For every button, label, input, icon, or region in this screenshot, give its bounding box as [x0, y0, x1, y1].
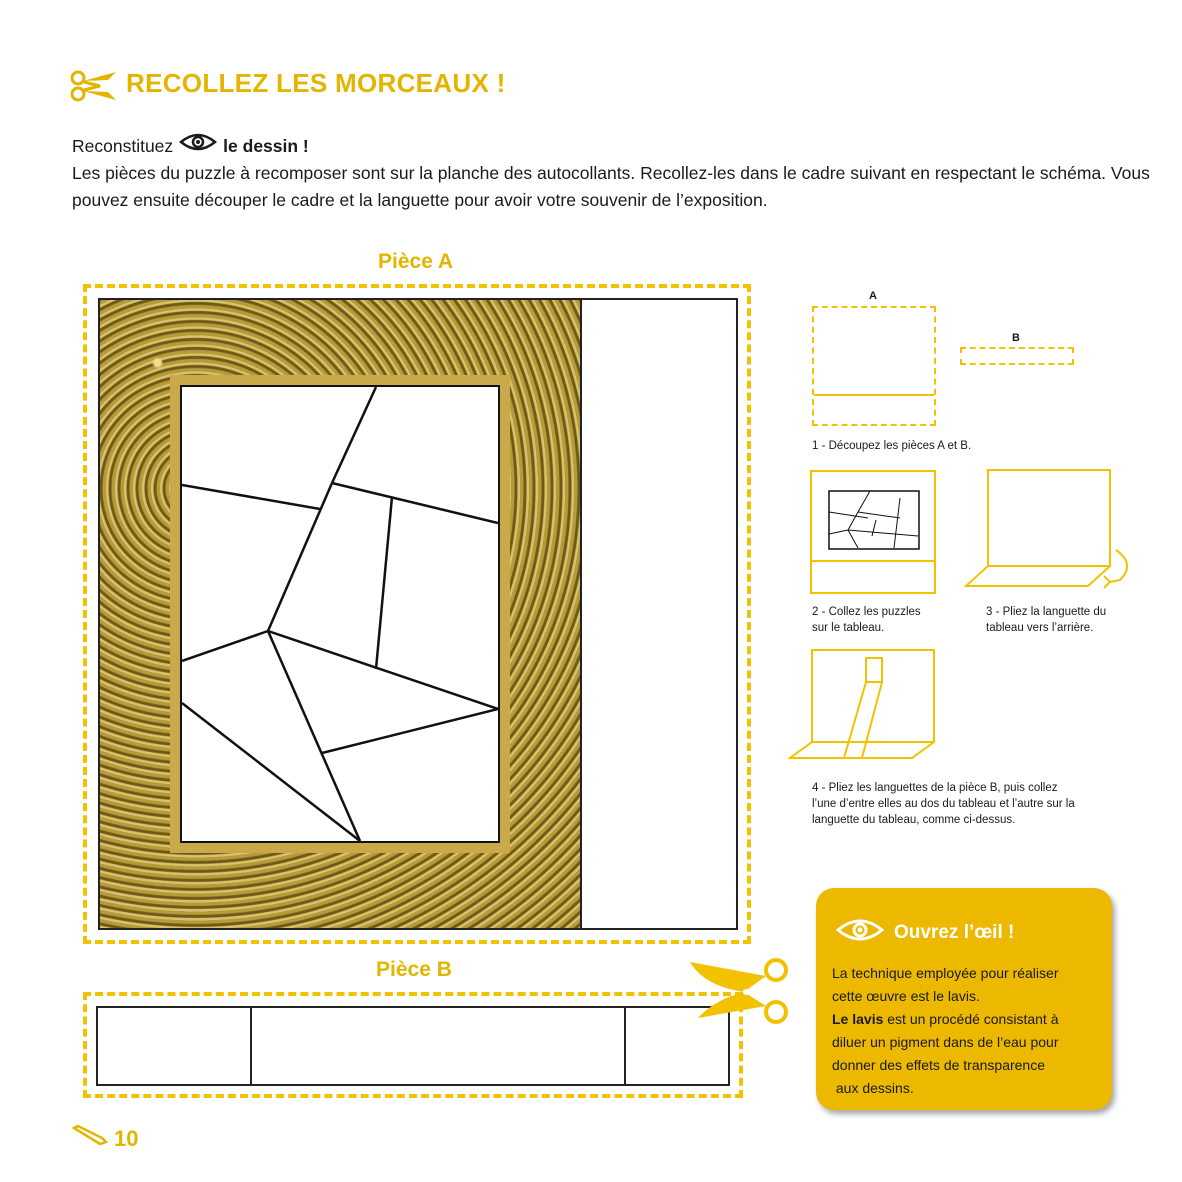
- eye-icon: [179, 132, 217, 160]
- intro-text: [72, 132, 1152, 214]
- step-4-line-1: 4 - Pliez les languettes de la pièce B, puis collez: [812, 782, 1058, 794]
- pencil-icon: [72, 1124, 108, 1154]
- piece-b-strip: [96, 1006, 730, 1086]
- info-bold-term: Le lavis: [832, 1011, 884, 1027]
- puzzle-lines: [182, 387, 498, 841]
- page-number-text: 10: [114, 1126, 139, 1151]
- diagram-piece-a: [812, 306, 936, 426]
- intro-bold: le dessin !: [223, 135, 309, 156]
- info-line-3-rest: est un procédé consistant à: [883, 1011, 1059, 1027]
- diagram-step-3: [964, 468, 1134, 597]
- step-4-line-2: l’une d’entre elles au dos du tableau et l’autre sur la: [812, 798, 1075, 810]
- info-card-body: [832, 962, 1100, 1100]
- diagram-step-4: [788, 648, 938, 769]
- info-line-4: diluer un pigment dans de l’eau pour: [832, 1034, 1059, 1050]
- intro-body: Les pièces du puzzle à recomposer sont sur la planche des autocollants. Recollez-les dans le cadre suivant en respectant le schéma. Vous pouvez ensuite découper le cadre et la languette pour avoir votre souvenir de l’exposition.: [72, 163, 1150, 210]
- info-title-text: Ouvrez l’œil !: [894, 922, 1015, 943]
- info-line-6: aux dessins.: [832, 1080, 914, 1096]
- info-card-title: [836, 918, 1014, 948]
- info-line-3: [832, 1008, 1100, 1031]
- scissors-icon: [684, 956, 796, 1033]
- step-3-line-1: 3 - Pliez la languette du: [986, 606, 1107, 618]
- diagram-b-label: B: [1012, 332, 1020, 344]
- page-title: RECOLLEZ LES MORCEAUX !: [126, 68, 506, 98]
- eye-icon: [836, 918, 884, 948]
- scissors-icon: [70, 70, 118, 107]
- page-number: [72, 1124, 138, 1154]
- step-3-line-2: tableau vers l’arrière.: [986, 622, 1094, 634]
- diagram-step-2: [810, 470, 936, 594]
- intro-prefix: Reconstituez: [72, 135, 174, 156]
- puzzle-canvas: [180, 385, 500, 843]
- piece-a-label: Pièce A: [378, 250, 454, 273]
- frame-tab: [580, 298, 738, 930]
- piece-b-label: Pièce B: [376, 958, 452, 981]
- info-line-5: donner des effets de transparence: [832, 1057, 1046, 1073]
- step-4-line-3: languette du tableau, comme ci-dessus.: [812, 814, 1016, 826]
- diagram-piece-b: [960, 347, 1074, 365]
- info-line-1: La technique employée pour réaliser: [832, 965, 1059, 981]
- step-2-line-2: sur le tableau.: [812, 622, 885, 634]
- diagram-a-label: A: [869, 290, 877, 302]
- info-line-2: cette œuvre est le lavis.: [832, 988, 980, 1004]
- step-2-line-1: 2 - Collez les puzzles: [812, 606, 921, 618]
- step-1: 1 - Découpez les pièces A et B.: [812, 440, 972, 452]
